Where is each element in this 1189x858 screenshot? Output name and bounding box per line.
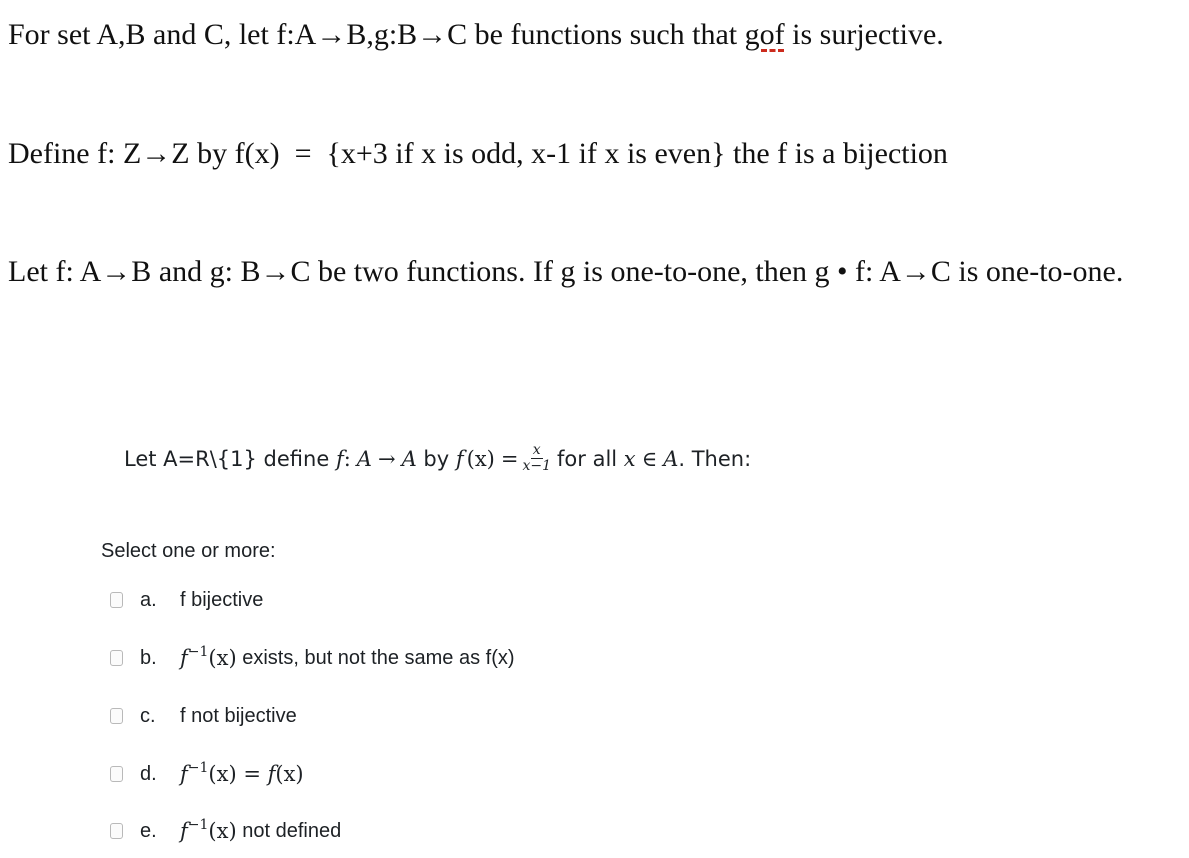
option-math: $f^{-1}(x)$ [180, 817, 237, 843]
option-text: not defined [236, 819, 342, 842]
question-text [124, 443, 751, 474]
option-letter: e. [140, 819, 157, 842]
checkbox[interactable] [110, 650, 123, 666]
math-paren-x: (x) [466, 446, 495, 471]
option-text: exists, but not the same as f(x) [236, 646, 515, 669]
math-element-of: ∈ [641, 446, 658, 471]
spellcheck-flagged-word[interactable]: gof [744, 18, 785, 51]
option-letter: b. [140, 646, 157, 669]
question-prefix: Let A=R\{1} define [124, 446, 336, 471]
math-set-a: A [663, 446, 679, 471]
math-codomain: A [401, 446, 417, 471]
math-f: f [335, 446, 344, 471]
option-c[interactable] [110, 700, 297, 732]
statement-1 [8, 16, 944, 54]
statement-1-text-before: For set A,B and C, let f:A→B,g:B→C be functions such that [8, 18, 745, 51]
math-arrow: → [377, 446, 396, 471]
question-for: for all [557, 446, 624, 471]
math-equals: = [500, 446, 519, 471]
select-instruction: Select one or more: [101, 540, 276, 562]
option-text: f not bijective [180, 704, 297, 727]
math-fx: f [455, 446, 464, 471]
option-text: f bijective [180, 588, 264, 611]
option-math: $f^{-1}(x)$ [180, 644, 237, 670]
math-for-var: x [623, 446, 636, 471]
checkbox[interactable] [110, 823, 123, 839]
fraction-numerator: x [532, 442, 541, 458]
option-letter: c. [140, 704, 156, 727]
option-e[interactable] [110, 815, 341, 847]
checkbox[interactable] [110, 766, 123, 782]
option-d[interactable] [110, 758, 304, 790]
statement-1-text-after: is surjective. [784, 18, 944, 51]
statement-2: Define f: Z→Z by f(x) = {x+3 if x is odd, x-1 if x is even} the f is a bijection [8, 137, 948, 170]
option-letter: a. [140, 588, 157, 611]
option-b[interactable] [110, 642, 515, 674]
fraction [520, 443, 553, 474]
question-then: . Then: [678, 446, 752, 471]
option-math: $f^{-1}(x) = f(x)$ [180, 760, 304, 786]
option-letter: d. [140, 762, 157, 785]
math-colon: : [343, 446, 351, 471]
math-domain: A [356, 446, 372, 471]
checkbox[interactable] [110, 592, 123, 608]
statement-3: Let f: A→B and g: B→C be two functions. If g is one-to-one, then g • f: A→C is one-to-one. [8, 255, 1124, 288]
option-a[interactable] [110, 584, 263, 616]
checkbox[interactable] [110, 708, 123, 724]
question-by: by [416, 446, 456, 471]
fraction-denominator: x−1 [522, 458, 552, 474]
